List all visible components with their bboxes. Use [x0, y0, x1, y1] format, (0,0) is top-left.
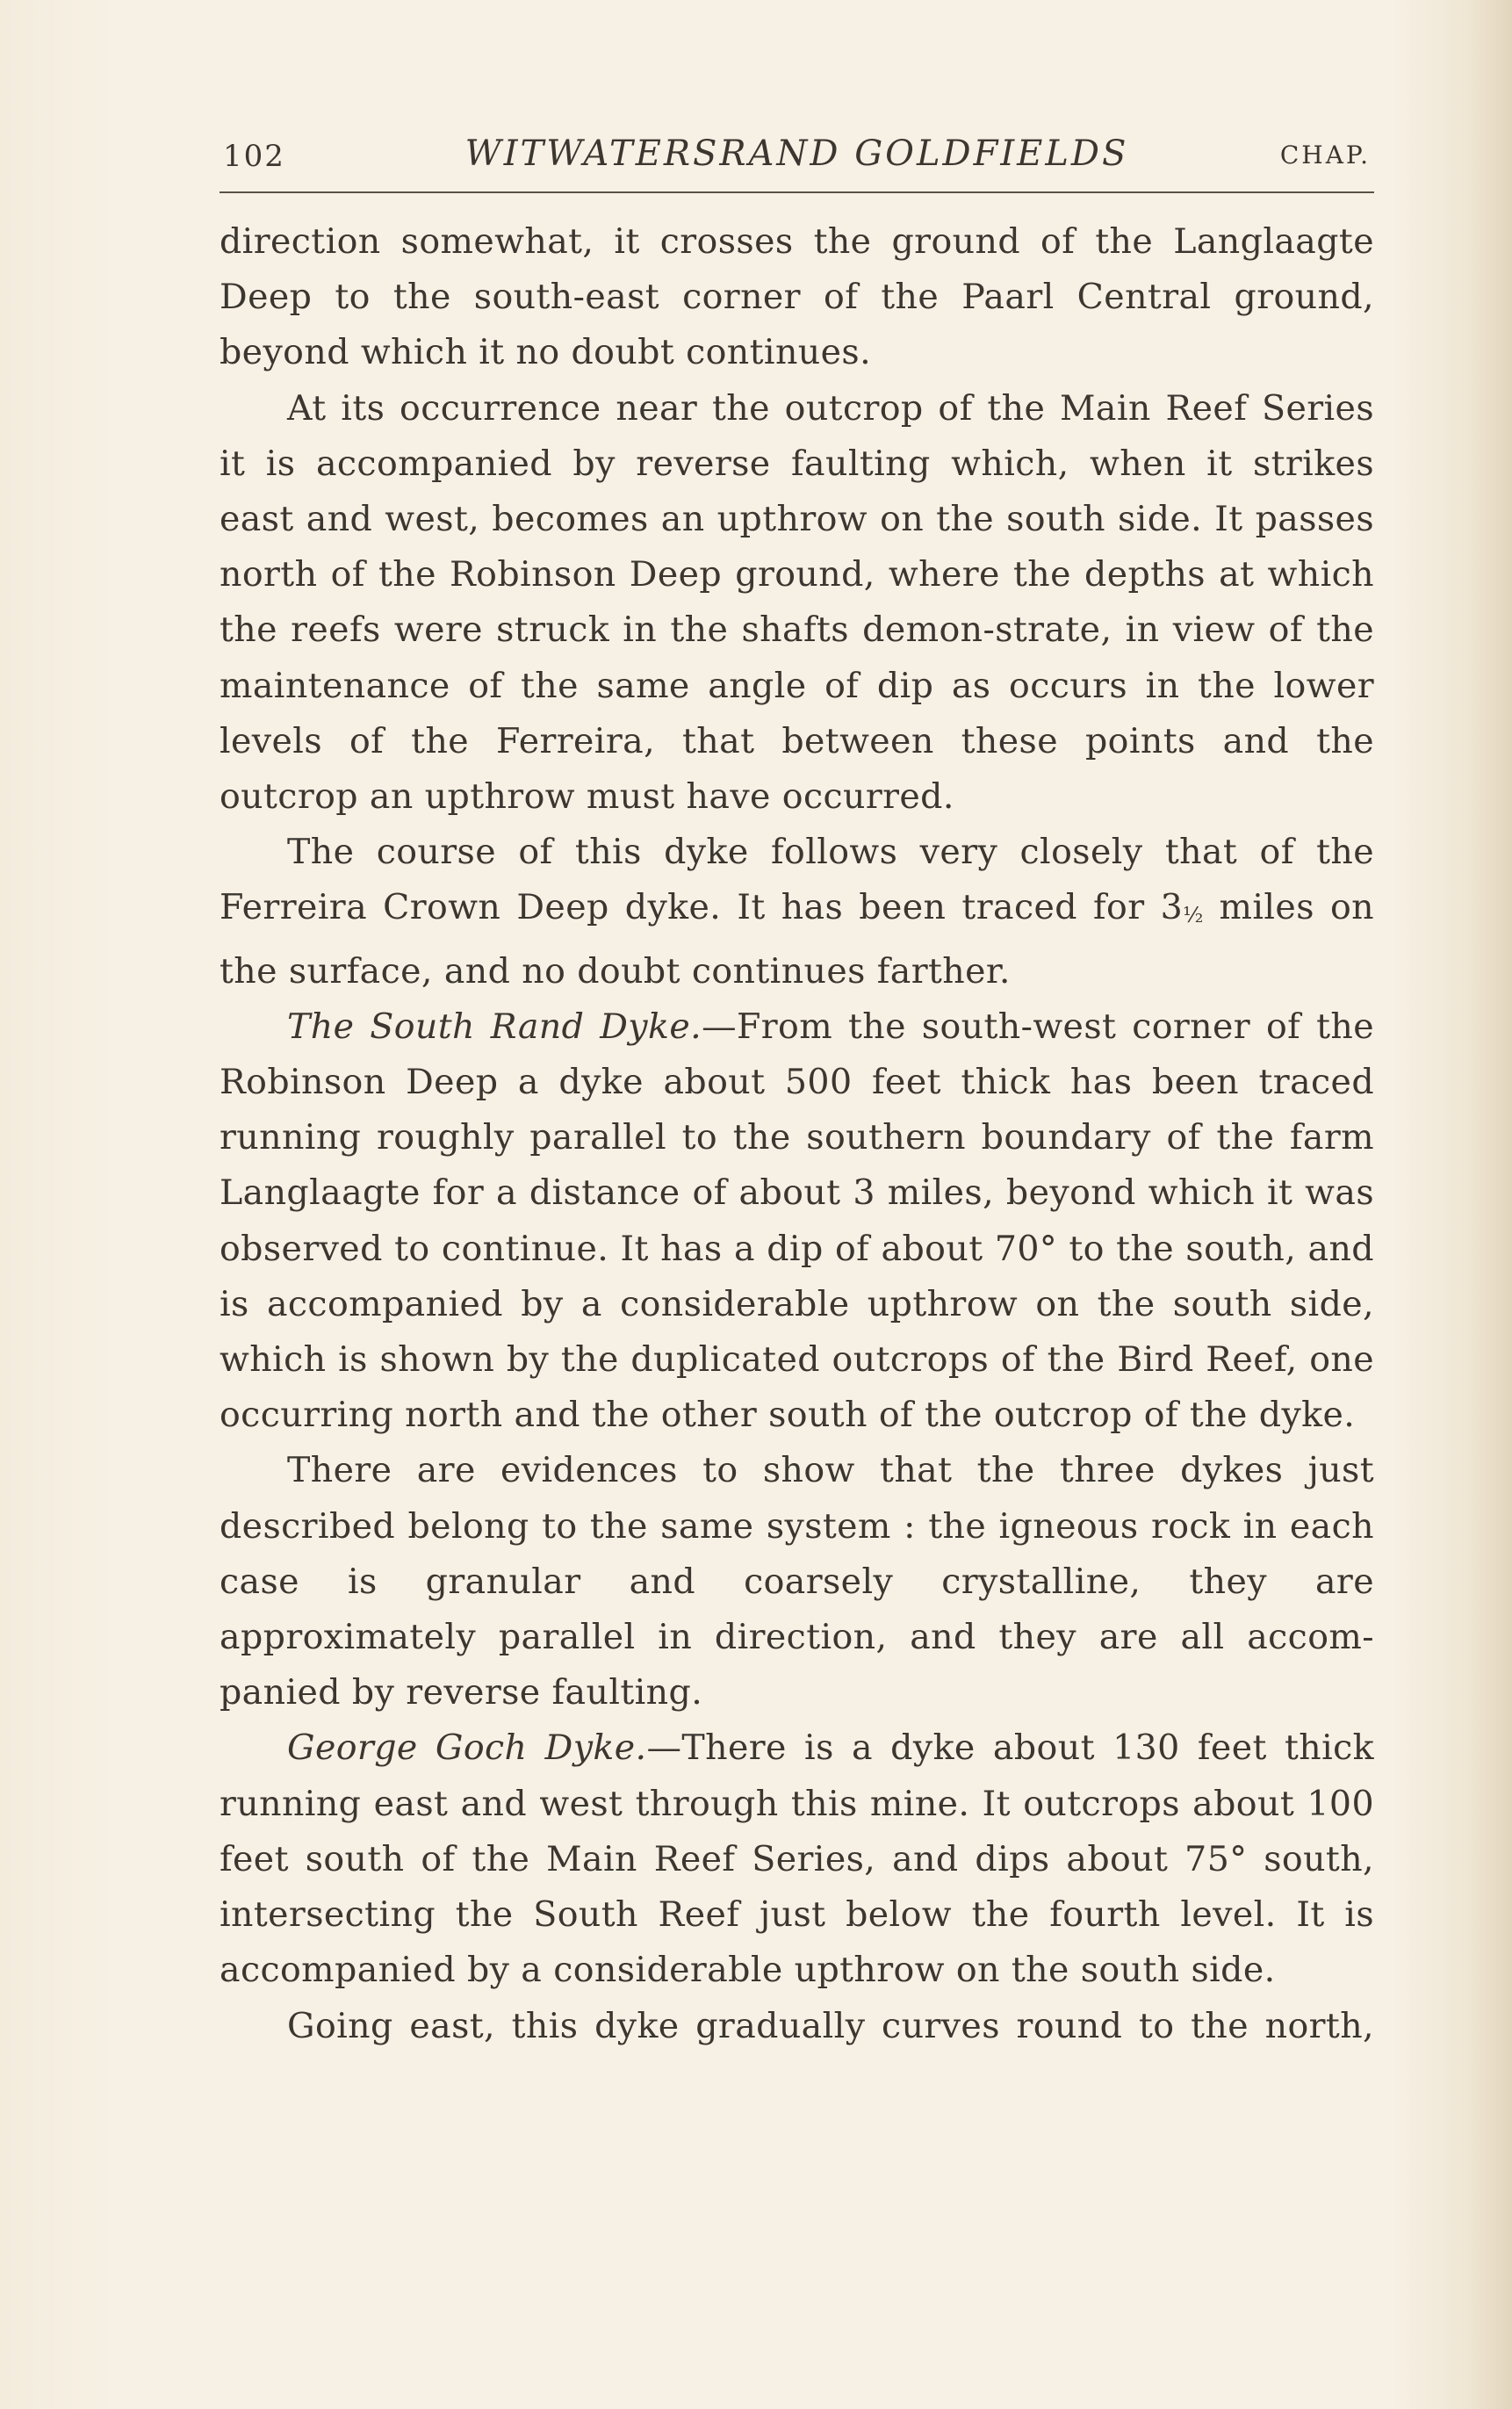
- paragraph-3: [220, 825, 1374, 999]
- paragraph-5: There are evidences to show that the three dykes just described belong to the same system : the igneous rock in each case is granular and coarsely crystalline, they are approximately parallel in direction, and they are all accom-panied by reverse faulting.: [220, 1450, 1374, 1713]
- paragraph-3-text-b: miles on the surface, and no doubt continues farther.: [220, 887, 1374, 992]
- section-heading-george-goch-dyke: George Goch Dyke.: [287, 1727, 647, 1769]
- paragraph-6-text: —There is a dyke about 130 feet thick running east and west through this mine. It outcrops about 100 feet south of the Main Reef Series, and dips about 75° south, intersecting the South Reef just below the fourth level. It is accompanied by a considerable upthrow on the south side.: [220, 1727, 1374, 1991]
- header-rule: [220, 191, 1374, 193]
- paragraph-1: direction somewhat, it crosses the ground of the Langlaagte Deep to the south-east corner of the Paarl Central ground, beyond which it no doubt continues.: [220, 221, 1374, 373]
- paragraph-6: [220, 1720, 1374, 1998]
- section-heading-south-rand-dyke: The South Rand Dyke.: [287, 1006, 702, 1047]
- paragraph-3-text-a: The course of this dyke follows very closely that of the Ferreira Crown Deep dyke. It has been traced for 3: [220, 832, 1374, 928]
- chapter-label: CHAP.: [1279, 141, 1371, 169]
- paragraph-7: Going east, this dyke gradually curves round to the north,: [287, 2005, 1374, 2046]
- running-title: WITWATERSRAND GOLDFIELDS: [464, 133, 1129, 174]
- page-header: [220, 132, 1374, 184]
- paragraph-2: At its occurrence near the outcrop of the Main Reef Series it is accompanied by reverse faulting which, when it strikes east and west, becomes an upthrow on the south side. It passes north of the Robinson Deep ground, where the depths at which the reefs were struck in the shafts demon-strate, in view of the maintenance of the same angle of dip as occurs in the lower levels of the Ferreira, that between these points and the outcrop an upthrow must have occurred.: [220, 387, 1374, 818]
- fraction-half: ½: [1183, 903, 1204, 928]
- paragraph-4: [220, 999, 1374, 1444]
- paragraph-4-text: —From the south-west corner of the Robinson Deep a dyke about 500 feet thick has been traced running roughly parallel to the southern boundary of the farm Langlaagte for a distance of about 3 miles, beyond which it was observed to continue. It has a dip of about 70° to the south, and is accompanied by a considerable upthrow on the south side, which is shown by the duplicated outcrops of the Bird Reef, one occurring north and the other south of the outcrop of the dyke.: [220, 1006, 1374, 1436]
- body-text: [220, 214, 1374, 2054]
- page-number: 102: [223, 139, 285, 174]
